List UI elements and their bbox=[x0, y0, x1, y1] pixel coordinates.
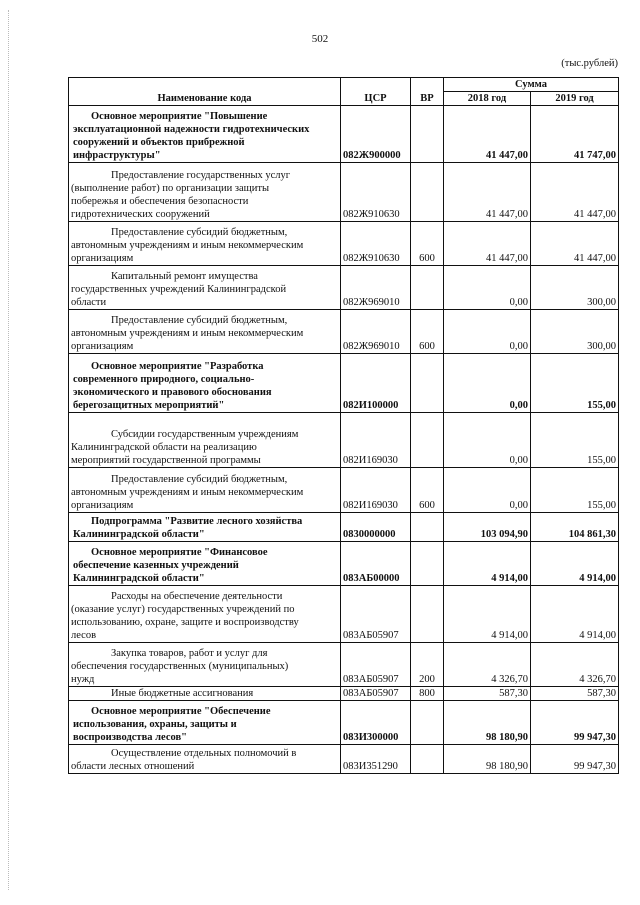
row-name-cell: Закупка товаров, работ и услуг для обеспечения государственных (муниципальных) нужд bbox=[69, 643, 341, 687]
row-2019-cell: 4 326,70 bbox=[531, 643, 619, 687]
table-row bbox=[69, 586, 619, 643]
row-2018-cell: 98 180,90 bbox=[444, 745, 531, 774]
table-body bbox=[69, 106, 619, 774]
row-2019-cell: 41 447,00 bbox=[531, 222, 619, 266]
row-2018-cell: 0,00 bbox=[444, 468, 531, 513]
row-vr-cell bbox=[411, 163, 444, 222]
row-csr-cell: 083АБ05907 bbox=[341, 687, 411, 701]
row-2019-cell: 300,00 bbox=[531, 266, 619, 310]
row-vr-cell: 800 bbox=[411, 687, 444, 701]
table-row bbox=[69, 222, 619, 266]
table-row bbox=[69, 163, 619, 222]
table-row bbox=[69, 542, 619, 586]
row-2019-cell: 155,00 bbox=[531, 468, 619, 513]
row-2019-cell: 587,30 bbox=[531, 687, 619, 701]
header-sum: Сумма bbox=[444, 78, 619, 92]
row-name-cell: Субсидии государственным учреждениям Калининградской области на реализацию мероприятий государственной программы bbox=[69, 413, 341, 468]
row-name-cell: Основное мероприятие "Повышение эксплуатационной надежности гидротехнических сооружений и объектов прибрежной инфраструктуры" bbox=[69, 106, 341, 163]
row-vr-cell: 600 bbox=[411, 310, 444, 354]
row-csr-cell: 082Ж900000 bbox=[341, 106, 411, 163]
row-2019-cell: 99 947,30 bbox=[531, 745, 619, 774]
table-row bbox=[69, 106, 619, 163]
row-csr-cell: 082Ж910630 bbox=[341, 163, 411, 222]
row-name-cell: Осуществление отдельных полномочий в области лесных отношений bbox=[69, 745, 341, 774]
row-2019-cell: 155,00 bbox=[531, 354, 619, 413]
row-2018-cell: 41 447,00 bbox=[444, 222, 531, 266]
row-csr-cell: 082Ж969010 bbox=[341, 266, 411, 310]
row-vr-cell bbox=[411, 354, 444, 413]
row-name-cell: Иные бюджетные ассигнования bbox=[69, 687, 341, 701]
row-name-cell: Расходы на обеспечение деятельности (оказание услуг) государственных учреждений по использованию, охране, защите и воспроизводству лесов bbox=[69, 586, 341, 643]
row-vr-cell bbox=[411, 745, 444, 774]
page-number: 502 bbox=[311, 33, 329, 45]
row-csr-cell: 0830000000 bbox=[341, 513, 411, 542]
row-2019-cell: 4 914,00 bbox=[531, 586, 619, 643]
row-2018-cell: 0,00 bbox=[444, 413, 531, 468]
table-row bbox=[69, 701, 619, 745]
table-row bbox=[69, 687, 619, 701]
header-year-2019: 2019 год bbox=[531, 92, 619, 106]
row-vr-cell bbox=[411, 701, 444, 745]
row-2019-cell: 41 747,00 bbox=[531, 106, 619, 163]
header-year-2018: 2018 год bbox=[444, 92, 531, 106]
table-row bbox=[69, 643, 619, 687]
row-2019-cell: 104 861,30 bbox=[531, 513, 619, 542]
table-row bbox=[69, 354, 619, 413]
row-name-cell: Предоставление субсидий бюджетным, автономным учреждениям и иным некоммерческим организациям bbox=[69, 468, 341, 513]
row-vr-cell bbox=[411, 413, 444, 468]
row-csr-cell: 082Ж969010 bbox=[341, 310, 411, 354]
row-2018-cell: 4 914,00 bbox=[444, 586, 531, 643]
row-vr-cell bbox=[411, 106, 444, 163]
row-2019-cell: 300,00 bbox=[531, 310, 619, 354]
budget-table bbox=[68, 77, 619, 774]
row-2018-cell: 0,00 bbox=[444, 354, 531, 413]
row-2018-cell: 587,30 bbox=[444, 687, 531, 701]
row-2018-cell: 103 094,90 bbox=[444, 513, 531, 542]
row-vr-cell: 600 bbox=[411, 468, 444, 513]
row-name-cell: Предоставление государственных услуг (выполнение работ) по организации защиты побережья и обеспечения безопасности гидротехнических сооружений bbox=[69, 163, 341, 222]
row-2018-cell: 41 447,00 bbox=[444, 106, 531, 163]
row-2019-cell: 155,00 bbox=[531, 413, 619, 468]
row-2018-cell: 41 447,00 bbox=[444, 163, 531, 222]
scan-edge-marks bbox=[8, 10, 11, 890]
table-row bbox=[69, 413, 619, 468]
row-vr-cell bbox=[411, 266, 444, 310]
row-vr-cell bbox=[411, 542, 444, 586]
table-row bbox=[69, 513, 619, 542]
row-csr-cell: 082И169030 bbox=[341, 413, 411, 468]
row-name-cell: Предоставление субсидий бюджетным, автономным учреждениям и иным некоммерческим организациям bbox=[69, 310, 341, 354]
row-vr-cell bbox=[411, 586, 444, 643]
table-row bbox=[69, 266, 619, 310]
row-vr-cell: 200 bbox=[411, 643, 444, 687]
row-2018-cell: 0,00 bbox=[444, 266, 531, 310]
row-2018-cell: 4 326,70 bbox=[444, 643, 531, 687]
unit-label: (тыс.рублей) bbox=[561, 58, 618, 69]
table-row bbox=[69, 310, 619, 354]
header-vr: ВР bbox=[411, 78, 444, 106]
row-csr-cell: 083АБ05907 bbox=[341, 643, 411, 687]
row-name-cell: Предоставление субсидий бюджетным, автономным учреждениям и иным некоммерческим организациям bbox=[69, 222, 341, 266]
row-name-cell: Капитальный ремонт имущества государственных учреждений Калининградской области bbox=[69, 266, 341, 310]
row-2019-cell: 41 447,00 bbox=[531, 163, 619, 222]
row-csr-cell: 083АБ05907 bbox=[341, 586, 411, 643]
row-2018-cell: 98 180,90 bbox=[444, 701, 531, 745]
header-name: Наименование кода bbox=[69, 78, 341, 106]
row-csr-cell: 083И351290 bbox=[341, 745, 411, 774]
row-2018-cell: 4 914,00 bbox=[444, 542, 531, 586]
table-row bbox=[69, 745, 619, 774]
row-vr-cell: 600 bbox=[411, 222, 444, 266]
row-name-cell: Основное мероприятие "Обеспечение использования, охраны, защиты и воспроизводства лесов" bbox=[69, 701, 341, 745]
row-csr-cell: 082И169030 bbox=[341, 468, 411, 513]
row-csr-cell: 083АБ00000 bbox=[341, 542, 411, 586]
row-2019-cell: 4 914,00 bbox=[531, 542, 619, 586]
row-2019-cell: 99 947,30 bbox=[531, 701, 619, 745]
header-csr: ЦСР bbox=[341, 78, 411, 106]
row-2018-cell: 0,00 bbox=[444, 310, 531, 354]
row-csr-cell: 082Ж910630 bbox=[341, 222, 411, 266]
row-csr-cell: 082И100000 bbox=[341, 354, 411, 413]
row-name-cell: Подпрограмма "Развитие лесного хозяйства Калининградской области" bbox=[69, 513, 341, 542]
row-vr-cell bbox=[411, 513, 444, 542]
row-name-cell: Основное мероприятие "Разработка современного природного, социально- экономического и правового обоснования берегозащитных мероприятий" bbox=[69, 354, 341, 413]
row-name-cell: Основное мероприятие "Финансовое обеспечение казенных учреждений Калининградской области" bbox=[69, 542, 341, 586]
table-row bbox=[69, 468, 619, 513]
row-csr-cell: 083И300000 bbox=[341, 701, 411, 745]
